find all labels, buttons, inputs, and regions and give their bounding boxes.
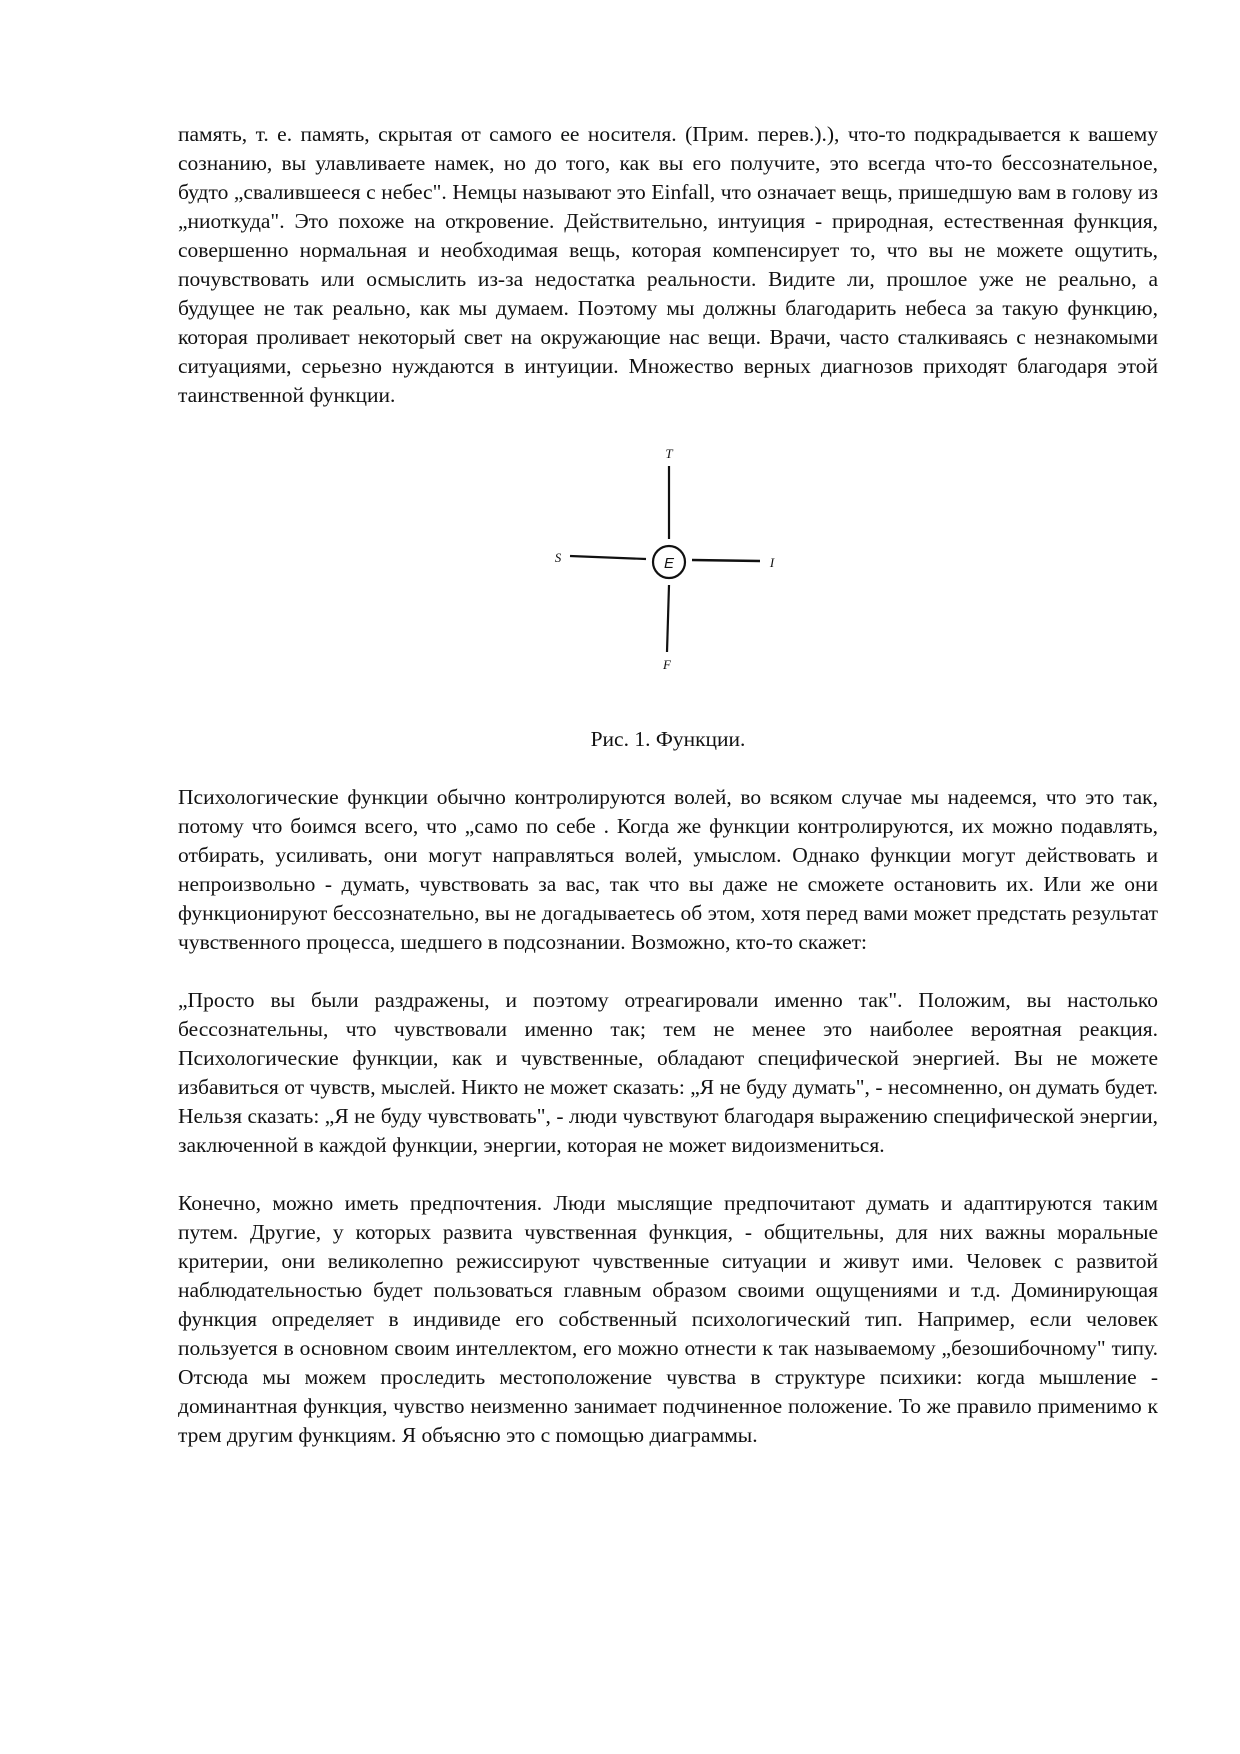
paragraph-preferences: Конечно, можно иметь предпочтения. Люди мыслящие предпочитают думать и адаптируются таким путем. Другие, у которых развита чувственная функция, - общительны, для них важны моральные критерии, они великолепно режиссируют чувственные ситуации и живут ими. Человек с развитой наблюдательностью будет пользоваться главным образом своими ощущениями и т.д. Доминирующая функция определяет в индивиде его собственный психологический тип. Например, если человек пользуется в основном своим интеллектом, его можно отнести к так называемому „безошибочному" типу. Отсюда мы можем проследить местоположение чувства в структуре психики: когда мышление - доминантная функция, чувство неизменно занимает подчиненное положение. То же правило применимо к трем другим функциям. Я объясню это с помощью диаграммы.: [178, 1191, 1158, 1447]
functions-figure: [178, 440, 1158, 710]
axis-bottom-line: [667, 585, 669, 652]
label-right-i: I: [769, 555, 775, 570]
functions-diagram: [546, 440, 796, 710]
axis-right-line: [692, 560, 760, 561]
paragraph-intuition: память, т. е. память, скрытая от самого ее носителя. (Прим. перев.).), что-то подкрадывается к вашему сознанию, вы улавливаете намек, но до того, как вы его получите, это всегда что-то бессознательное, будто „свалившееся с небес". Немцы называют это Einfall, что означает вещь, пришедшую вам в голову из „ниоткуда". Это похоже на откровение. Действительно, интуиция - природная, естественная функция, совершенно нормальная и необходимая вещь, которая компенсирует то, что вы не можете ощутить, почувствовать или осмыслить из-за недостатка реальности. Видите ли, прошлое уже не реально, а будущее не так реально, как мы думаем. Поэтому мы должны благодарить небеса за такую функцию, которая проливает некоторый свет на окружающие нас вещи. Врачи, часто сталкиваясь с незнакомыми ситуациями, серьезно нуждаются в интуиции. Множество верных диагнозов приходят благодаря этой таинственной функции.: [178, 122, 1158, 407]
figure-caption: Рис. 1. Функции.: [590, 727, 746, 751]
paragraph-will-control: Психологические функции обычно контролируются волей, во всяком случае мы надеемся, что это так, потому что боимся всего, что „само по себе . Когда же функции контролируются, их можно подавлять, отбирать, усиливать, они могут направляться волей, умыслом. Однако функции могут действовать и непроизвольно - думать, чувствовать за вас, так что вы даже не сможете остановить их. Или же они функционируют бессознательно, вы не догадываетесь об этом, хотя перед вами может предстать результат чувственного процесса, шедшего в подсознании. Возможно, кто-то скажет:: [178, 785, 1158, 954]
label-top-t: T: [665, 446, 673, 461]
label-bottom-f: F: [663, 657, 671, 672]
axis-left-line: [570, 556, 646, 559]
label-left-s: S: [554, 550, 562, 565]
label-center-e: E: [663, 555, 675, 572]
paragraph-specific-energy: „Просто вы были раздражены, и поэтому отреагировали именно так". Положим, вы настолько бессознательны, что чувствовали именно так; тем не менее это наиболее вероятная реакция. Психологические функции, как и чувственные, обладают специфической энергией. Вы не можете избавиться от чувств, мыслей. Никто не может сказать: „Я не буду думать", - несомненно, он думать будет. Нельзя сказать: „Я не буду чувствовать", - люди чувствуют благодаря выражению специфической энергии, заключенной в каждой функции, энергии, которая не может видоизмениться.: [178, 988, 1158, 1157]
document-page: [178, 120, 1158, 1450]
